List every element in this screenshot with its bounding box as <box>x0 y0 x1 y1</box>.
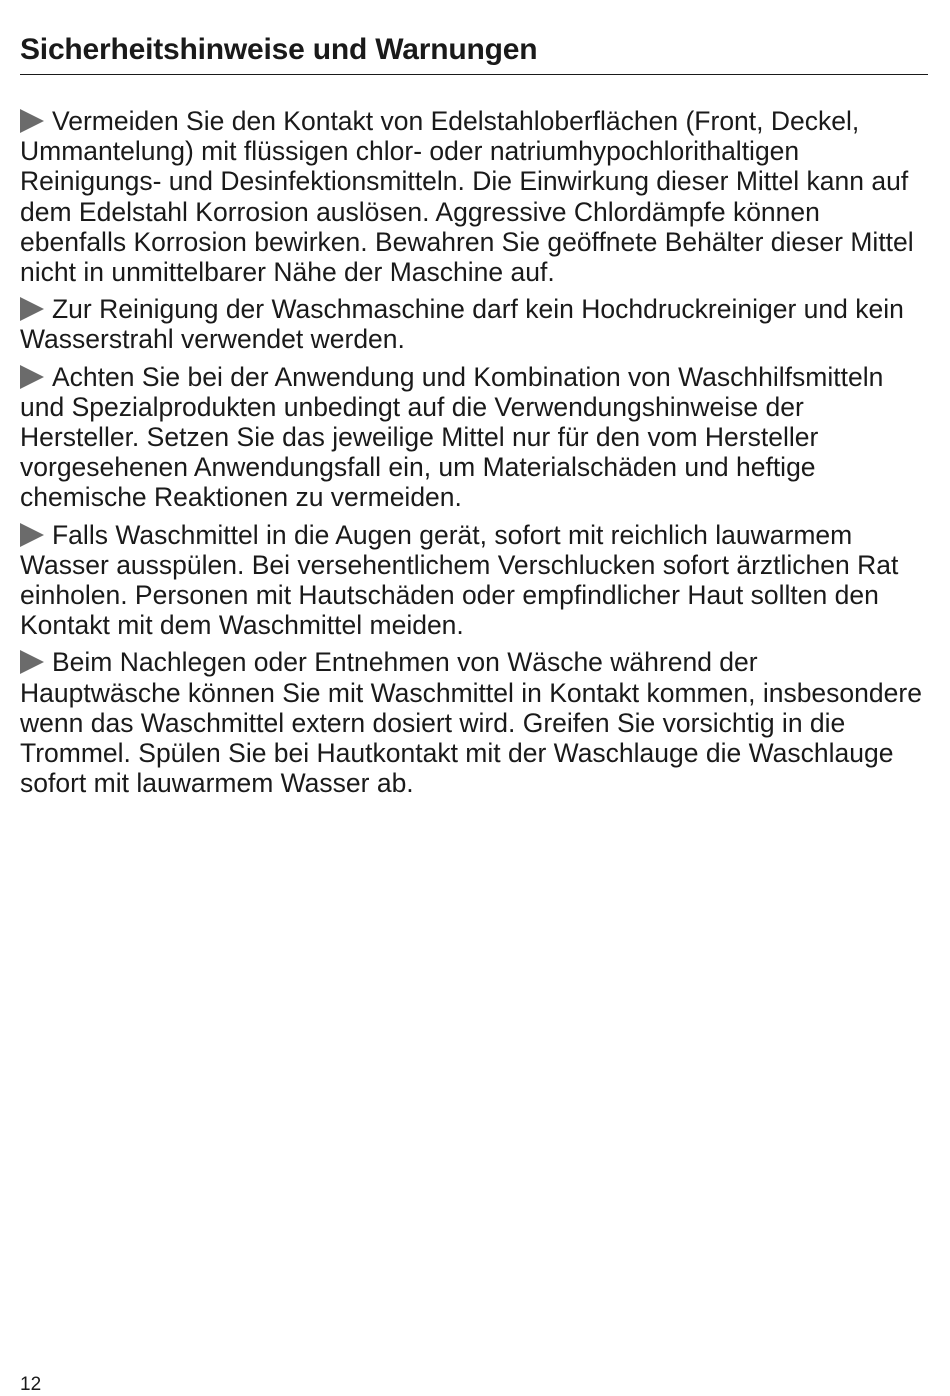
triangle-bullet-icon <box>20 365 44 389</box>
warning-text-3: Achten Sie bei der Anwendung und Kombination von Waschhilfsmitteln und Spezialprodukten unbedingt auf die Verwendungshinweise der Hersteller. Setzen Sie das jeweilige Mittel nur für den vom Hersteller vorgesehenen Anwendungsfall ein, um Materialschäden und heftige chemische Reaktionen zu vermeiden. <box>20 361 884 513</box>
warning-list <box>20 106 925 805</box>
section-title: Sicherheitshinweise und Warnungen <box>20 30 928 75</box>
warning-item-5 <box>20 647 925 798</box>
warning-item-3 <box>20 362 925 513</box>
warning-item-2 <box>20 294 925 354</box>
document-page <box>20 0 930 1396</box>
triangle-bullet-icon <box>20 297 44 321</box>
page-number: 12 <box>20 1374 42 1395</box>
warning-text-2: Zur Reinigung der Waschmaschine darf kein Hochdruckreiniger und kein Wasserstrahl verwendet werden. <box>20 294 904 355</box>
warning-text-4: Falls Waschmittel in die Augen gerät, sofort mit reichlich lauwarmem Wasser ausspülen. Bei versehentlichem Verschlucken sofort ärztlichen Rat einholen. Personen mit Hautschäden oder empfindlicher Haut sollten den Kontakt mit dem Waschmittel meiden. <box>20 519 899 641</box>
warning-item-1 <box>20 106 925 287</box>
triangle-bullet-icon <box>20 650 44 674</box>
warning-text-5: Beim Nachlegen oder Entnehmen von Wäsche während der Hauptwäsche können Sie mit Waschmittel in Kontakt kommen, insbesondere wenn das Waschmittel extern dosiert wird. Greifen Sie vorsichtig in die Trommel. Spülen Sie bei Hautkontakt mit der Waschlauge die Waschlauge sofort mit lauwarmem Wasser ab. <box>20 647 922 799</box>
warning-text-1: Vermeiden Sie den Kontakt von Edelstahloberflächen (Front, Deckel, Ummantelung) mit flüssigen chlor- oder natriumhypochlorithaltigen Reinigungs- und Desinfektionsmitteln. Die Einwirkung dieser Mittel kann auf dem Edelstahl Korrosion auslösen. Aggressive Chlordämpfe können ebenfalls Korrosion bewirken. Bewahren Sie geöffnete Behälter dieser Mittel nicht in unmittelbarer Nähe der Maschine auf. <box>20 106 914 288</box>
triangle-bullet-icon <box>20 109 44 133</box>
warning-item-4 <box>20 520 925 641</box>
triangle-bullet-icon <box>20 523 44 547</box>
